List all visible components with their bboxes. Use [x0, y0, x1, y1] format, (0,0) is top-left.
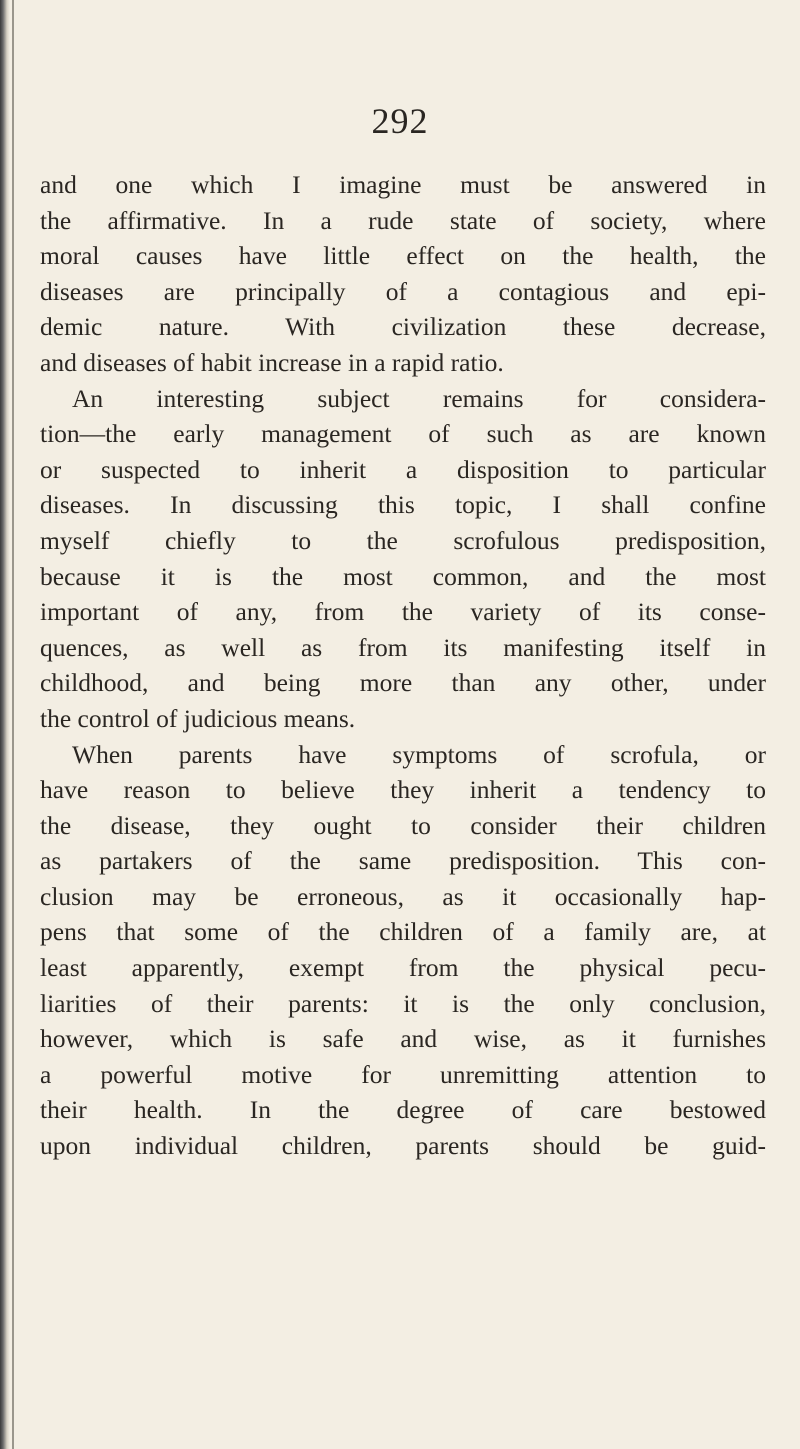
text-line: upon individual children, parents should be guid- [40, 1131, 766, 1161]
text-line: have reason to believe they inherit a tendency to [40, 775, 766, 805]
text-line: An interesting subject remains for considera- [72, 383, 766, 413]
text-line: and diseases of habit increase in a rapid ratio. [40, 347, 504, 377]
text-line: childhood, and being more than any other, under [40, 668, 766, 698]
text-line: least apparently, exempt from the physical pecu- [40, 953, 766, 983]
text-line: When parents have symptoms of scrofula, or [72, 739, 766, 769]
text-line: clusion may be erroneous, as it occasionally hap- [40, 881, 766, 911]
text-line: their health. In the degree of care bestowed [40, 1095, 766, 1125]
text-line: pens that some of the children of a family are, at [40, 917, 766, 947]
text-line: as partakers of the same predisposition. This con- [40, 846, 766, 876]
text-line: however, which is safe and wise, as it furnishes [40, 1024, 766, 1054]
text-line: moral causes have little effect on the health, the [40, 241, 766, 271]
text-line: diseases are principally of a contagious and epi- [40, 276, 766, 306]
text-line: diseases. In discussing this topic, I shall confine [40, 490, 766, 520]
text-line: because it is the most common, and the most [40, 561, 766, 591]
text-line: important of any, from the variety of its conse- [40, 597, 766, 627]
text-line: tion—the early management of such as are known [40, 419, 766, 449]
text-line: liarities of their parents: it is the only conclusion, [40, 988, 766, 1018]
text-line: or suspected to inherit a disposition to particular [40, 454, 766, 484]
book-spine-shadow [0, 0, 10, 1449]
page-edge-line [12, 0, 14, 1449]
text-line: a powerful motive for unremitting attention to [40, 1059, 766, 1089]
text-line: myself chiefly to the scrofulous predisposition, [40, 525, 766, 555]
paragraph [40, 167, 766, 381]
text-line: the control of judicious means. [40, 703, 356, 733]
body-text [40, 167, 766, 1164]
text-line: the disease, they ought to consider their children [40, 810, 766, 840]
text-line: demic nature. With civilization these decrease, [40, 312, 766, 342]
paragraph [40, 381, 766, 737]
text-line: the affirmative. In a rude state of society, where [40, 205, 766, 235]
page-number: 292 [371, 101, 429, 141]
text-line: quences, as well as from its manifesting itself in [40, 632, 766, 662]
text-line: and one which I imagine must be answered in [40, 170, 766, 199]
paragraph [40, 737, 766, 1164]
